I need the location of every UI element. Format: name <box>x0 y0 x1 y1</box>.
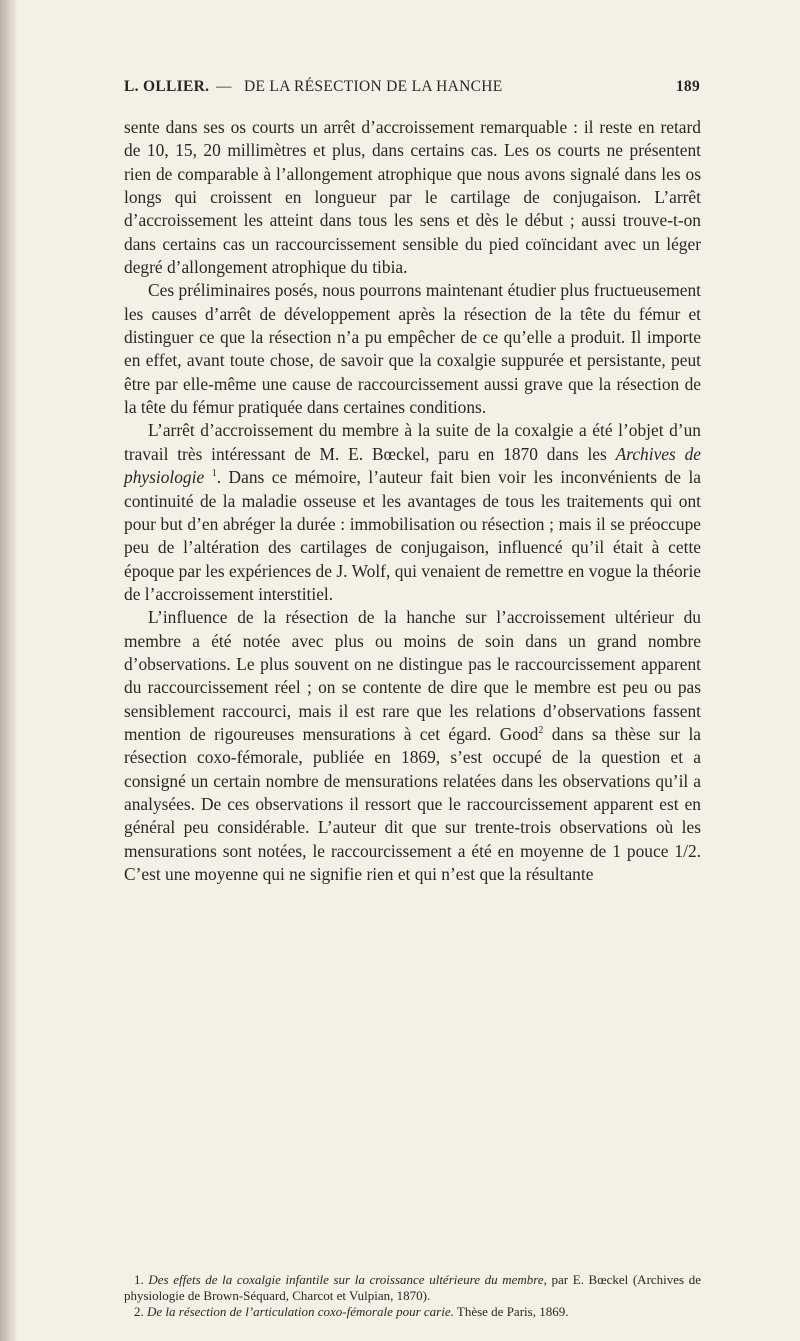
paragraph-4 <box>124 606 701 886</box>
page-number: 189 <box>675 78 700 95</box>
header-author: L. OLLIER. <box>124 78 210 95</box>
footnote-1-title: Des effets de la coxalgie infantile sur la croissance ultérieure du membre, <box>148 1272 547 1287</box>
header-arrow: — <box>216 78 232 95</box>
body-text <box>124 116 701 886</box>
journal-title: Archives de physiologie <box>124 443 701 488</box>
paragraph-4-text-b: dans sa thèse sur la résection coxo-fémorale, publiée en 1869, s’est occupé de la question et a consigné un certain nombre de mensurations relatées dans les observations qu’il a analysées. De ces observations il ressort que le raccourcissement apparent est en général peu considérable. L’auteur dit que sur trente-trois observations où les mensurations sont notées, le raccourcissement a été en moyenne de 1 pouce 1/2. C’est une moyenne qui ne signifie rien et qui n’est que la résultante <box>124 723 701 884</box>
footnote-ref-1[interactable]: 1 <box>211 468 217 480</box>
footnote-2 <box>124 1304 701 1320</box>
running-header <box>0 78 800 102</box>
page-gutter-shadow <box>0 0 18 1341</box>
footnote-ref-2[interactable]: 2 <box>538 725 544 737</box>
paragraph-3 <box>124 419 701 606</box>
paragraph-1: sente dans ses os courts un arrêt d’accroissement remarquable : il reste en retard de 10, 15, 20 millimètres et plus, dans certains cas. Les os courts ne présentent rien de comparable à l’allongement atrophique que nous avons signalé dans les os longs qui croissent en longueur par le cartilage de conjugaison. L’arrêt d’accroissement les atteint dans tous les sens et dès le début ; aussi trouve-t-on dans certains cas un raccourcissement sensible du pied coïncidant avec un léger degré d’allongement atrophique du tibia. <box>124 117 701 278</box>
footnote-1-source: par E. Bœckel (Archives de physiologie de Brown-Séquard, Charcot et Vulpian, 1870). <box>124 1272 702 1303</box>
paragraph-2: Ces préliminaires posés, nous pourrons maintenant étudier plus fructueusement les causes d’arrêt de développement après la résection de la tête du fémur et distinguer ce que la résection n’a pu empêcher de ce qu’elle a produit. Il importe en effet, avant toute chose, de savoir que la coxalgie suppurée et persistante, peut être par elle-même une cause de raccourcissement aussi grave que la résection de la tête du fémur pratiquée dans certaines conditions. <box>124 280 701 418</box>
footnote-1-number: 1. <box>134 1272 149 1287</box>
footnote-2-number: 2. <box>134 1304 147 1319</box>
paragraph-4-text-a: L’influence de la résection de la hanche sur l’accroissement ultérieur du membre a été notée avec plus ou moins de soin dans un grand nombre d’observations. Le plus souvent on ne distingue pas le raccourcissement apparent du raccourcissement réel ; on se contente de dire que le membre est peu ou pas sensiblement raccourci, mais il est rare que les relations d’observations fassent mention de rigoureuses mensurations à cet égard. Good <box>124 607 701 744</box>
footnotes <box>124 1272 701 1320</box>
paragraph-3-text-a: L’arrêt d’accroissement du membre à la suite de la coxalgie a été l’objet d’un travail très intéressant de M. E. Bœckel, paru en 1870 dans les <box>124 420 701 464</box>
header-title: DE LA RÉSECTION DE LA HANCHE <box>244 78 503 95</box>
footnote-2-source: Thèse de Paris, 1869. <box>453 1304 569 1319</box>
paragraph-3-text-b: . Dans ce mémoire, l’auteur fait bien voir les inconvénients de la continuité de la maladie osseuse et les avantages de tous les traitements qui ont pour but d’en abréger la durée : immobilisation ou résection ; mais il se préoccupe peu de l’altération des cartilages de conjugaison, influencé qu’il était à cette époque par les expériences de J. Wolf, qui venaient de remettre en vogue la théorie de l’accroissement interstitiel. <box>124 467 701 604</box>
footnote-2-title: De la résection de l’articulation coxo-fémorale pour carie. <box>147 1304 454 1319</box>
footnote-1 <box>124 1272 701 1304</box>
